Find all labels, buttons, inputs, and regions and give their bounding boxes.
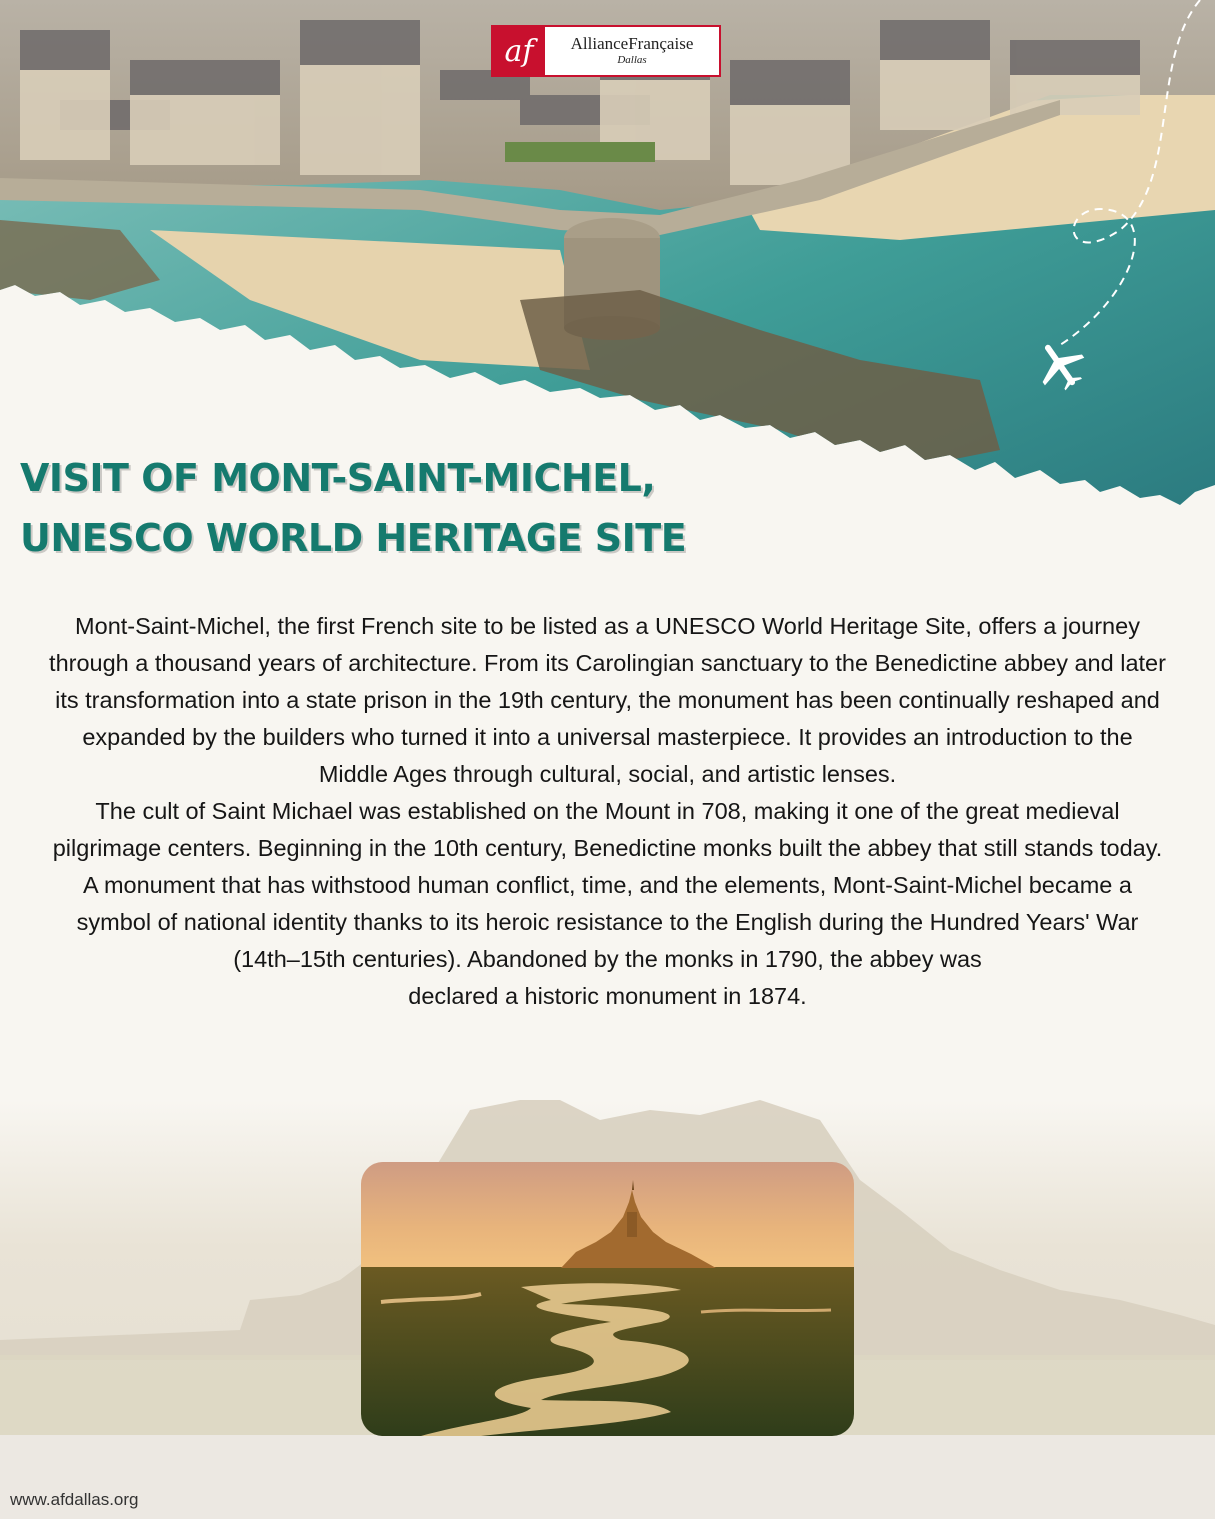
logo-name: AllianceFrançaise <box>570 34 694 53</box>
paragraph-monument: declared a historic monument in 1874. <box>408 983 807 1009</box>
mont-saint-michel-photo <box>361 1162 854 1436</box>
logo-mark: af <box>493 27 545 75</box>
paragraph-pilgrimage: The cult of Saint Michael was established on the Mount in 708, making it one of the great medieval pilgrimage centers. Beginning in the 10th century, Benedictine monks built the abbey that still stands today. <box>52 798 1163 861</box>
logo-city: Dallas <box>617 54 647 66</box>
paragraph-history: Mont-Saint-Michel, the first French site to be listed as a UNESCO World Heritage Site, offers a journey through a thousand years of architecture. From its Carolingian sanctuary to the Benedictine abbey and later its transformation into a state prison in the 19th century, the monument has been continually reshaped and expanded by the builders who turned it into a universal masterpiece. It provides an introduction to the Middle Ages through cultural, social, and artistic lenses. <box>49 613 1166 787</box>
page-title <box>20 448 686 568</box>
airplane-icon <box>1030 335 1090 399</box>
title-line-2: UNESCO WORLD HERITAGE SITE <box>20 516 687 560</box>
title-line-1: VISIT OF MONT-SAINT-MICHEL, <box>20 456 656 500</box>
hero-aerial-photo <box>0 0 1215 520</box>
description-text <box>45 608 1170 1015</box>
website-link[interactable]: www.afdallas.org <box>10 1490 139 1509</box>
alliance-francaise-logo <box>491 25 721 77</box>
logo-text <box>545 27 719 75</box>
paragraph-resistance: A monument that has withstood human conflict, time, and the elements, Mont-Saint-Michel became a symbol of national identity thanks to its heroic resistance to the English during the Hundred Years' War (14th–15th centuries). Abandoned by the monks in 1790, the abbey was <box>76 872 1139 972</box>
